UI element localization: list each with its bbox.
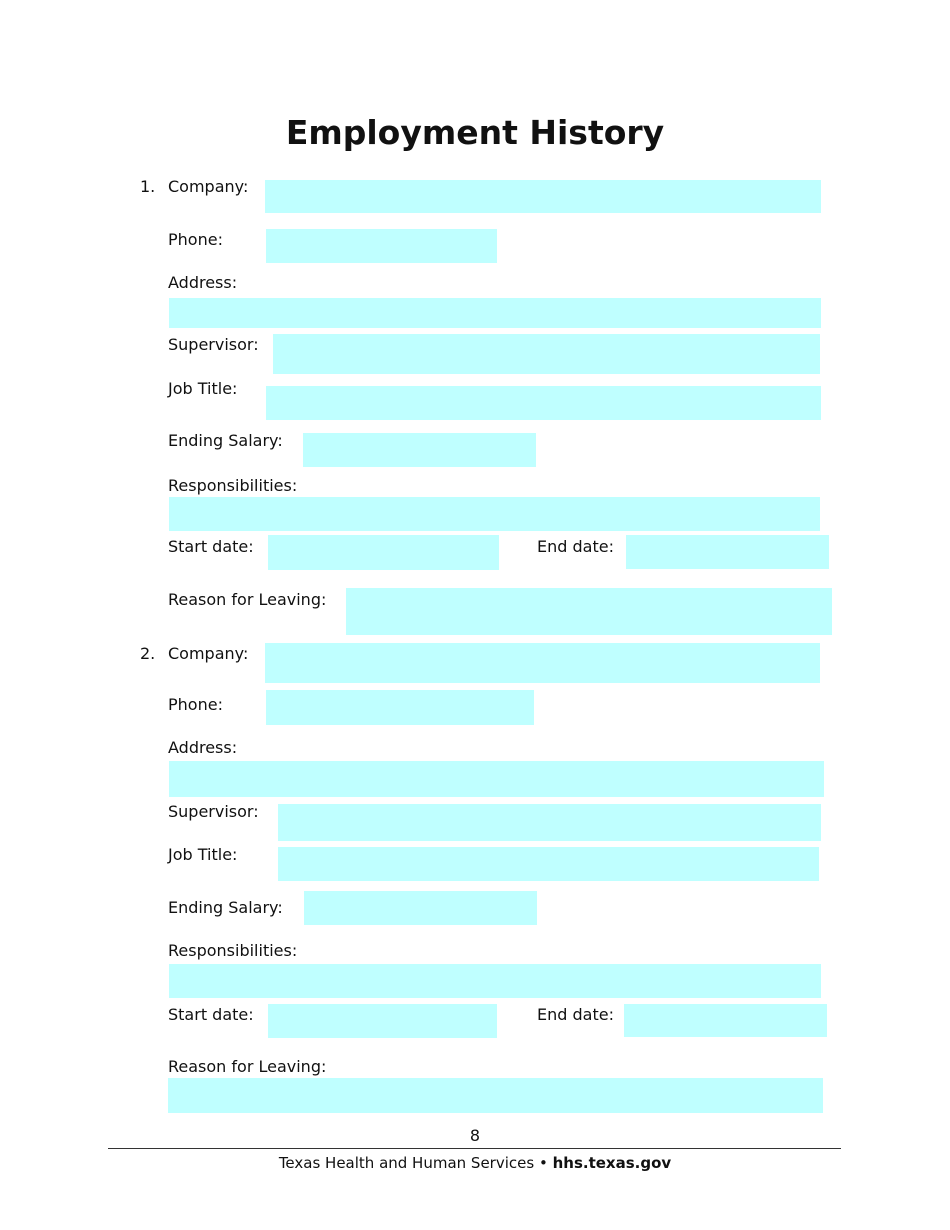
- footer-bullet: •: [538, 1154, 548, 1172]
- ending-salary-2-input[interactable]: [304, 891, 537, 925]
- phone-label: Phone:: [168, 230, 223, 249]
- responsibilities-2-input[interactable]: [169, 964, 821, 998]
- job-title-1-input[interactable]: [266, 386, 821, 420]
- reason-label: Reason for Leaving:: [168, 1057, 327, 1076]
- phone-label: Phone:: [168, 695, 223, 714]
- end-date-2-input[interactable]: [624, 1004, 827, 1037]
- end-date-1-input[interactable]: [626, 535, 829, 569]
- address-label: Address:: [168, 738, 238, 757]
- footer-divider: [108, 1148, 841, 1149]
- ending-salary-1-input[interactable]: [303, 433, 536, 467]
- start-date-label: Start date:: [168, 1005, 254, 1024]
- supervisor-label: Supervisor:: [168, 335, 259, 354]
- reason-2-input[interactable]: [168, 1078, 823, 1113]
- responsibilities-1-input[interactable]: [169, 497, 820, 531]
- supervisor-2-input[interactable]: [278, 804, 821, 841]
- supervisor-1-input[interactable]: [273, 334, 820, 374]
- company-label: Company:: [168, 644, 249, 663]
- reason-1-input[interactable]: [346, 588, 832, 635]
- footer: [0, 1154, 950, 1172]
- page-number: 8: [469, 1126, 481, 1145]
- address-1-input[interactable]: [169, 298, 821, 328]
- ending-salary-label: Ending Salary:: [168, 431, 283, 450]
- phone-2-input[interactable]: [266, 690, 534, 725]
- ending-salary-label: Ending Salary:: [168, 898, 283, 917]
- end-date-label: End date:: [537, 1005, 614, 1024]
- reason-label: Reason for Leaving:: [168, 590, 327, 609]
- supervisor-label: Supervisor:: [168, 802, 259, 821]
- company-2-input[interactable]: [265, 643, 820, 683]
- responsibilities-label: Responsibilities:: [168, 941, 298, 960]
- address-label: Address:: [168, 273, 238, 292]
- job-title-2-input[interactable]: [278, 847, 819, 881]
- start-date-2-input[interactable]: [268, 1004, 497, 1038]
- footer-site-link[interactable]: hhs.texas.gov: [552, 1154, 672, 1172]
- end-date-label: End date:: [537, 537, 614, 556]
- start-date-1-input[interactable]: [268, 535, 499, 570]
- job-title-label: Job Title:: [168, 379, 238, 398]
- page-title: Employment History: [285, 113, 665, 152]
- company-label: Company:: [168, 177, 249, 196]
- entry-number: 2.: [140, 644, 156, 663]
- company-1-input[interactable]: [265, 180, 821, 213]
- job-title-label: Job Title:: [168, 845, 238, 864]
- footer-org: Texas Health and Human Services: [278, 1154, 535, 1172]
- entry-number: 1.: [140, 177, 156, 196]
- start-date-label: Start date:: [168, 537, 254, 556]
- phone-1-input[interactable]: [266, 229, 497, 263]
- address-2-input[interactable]: [169, 761, 824, 797]
- responsibilities-label: Responsibilities:: [168, 476, 298, 495]
